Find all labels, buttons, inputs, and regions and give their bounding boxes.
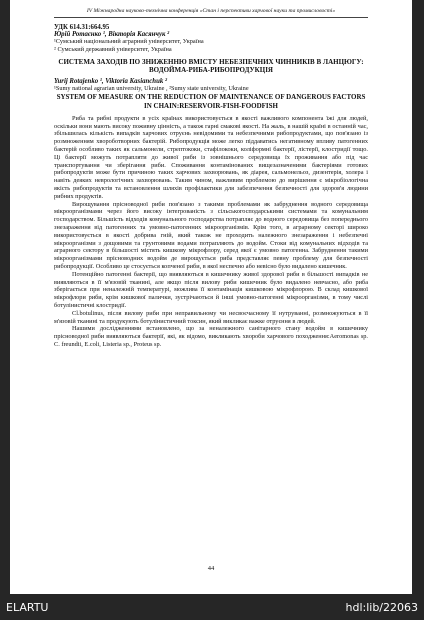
paragraph: Потенційно патогенні бактерії, що виявляються в кишечнику живої здорової риби в більшості випадків не виявляються в її м'язовій тканині, але якщо після вилову риби кишечник було видалено невчасно, або риба зберігається при неналежній температурі, можлива її контамінація кишковою мікрофлорою. В склад кишкової мікрофлори риби, крім кишкової палички, зустрічаються й інші умовно-патогенні мікроорганізми, в тому числі ботулінистичні клостридії. xyxy=(54,270,368,309)
title-ua: СИСТЕМА ЗАХОДІВ ПО ЗНИЖЕННЮ ВМІСТУ НЕБЕЗПЕЧНИХ ЧИННИКІВ В ЛАНЦЮГУ: ВОДОЙМА-РИБА-РИБОПРОДУКЦІЯ xyxy=(58,58,364,75)
authors-ua: Юрій Ротаєнко ¹, Вікторія Касянчук ² xyxy=(54,31,170,38)
body-text xyxy=(54,115,368,349)
affiliation-ua-2: ² Сумський державний університет, Україна xyxy=(54,46,172,53)
footer-handle: hdl:lib/22063 xyxy=(345,600,418,614)
footer-repository-label: ELARTU xyxy=(6,600,49,614)
viewer-footer xyxy=(0,594,424,620)
authors-en: Yurij Rotajenko ¹, Viktoria Kasianchuk ² xyxy=(54,78,167,86)
title-en: SYSTEM OF MEASURE ON THE REDUCTION OF MAINTENANCE OF DANGEROUS FACTORS IN CHAIN:RESERVOIR-FISH-FOODFISH xyxy=(56,93,366,110)
paragraph: Нашими дослідженнями встановлено, що за неналежного санітарного стану водойм в кишечнику прісноводної риби виявляються бактерії, які, як відомо, викликають хвороби харчового походження:Aeromonas sp. C. freundii, E.coli, Listeria sp., Proteus sp. xyxy=(54,325,368,348)
udk-code: УДК 614.31:664.95 xyxy=(54,24,110,31)
paragraph: Риба та рибні продукти в усіх країнах використовується в якості важливого компонента їжі для людей, оскільки вони мають високу поживну цінність, а також гарні смакові якості. На жаль, в нашій країні в останній час, збільшилась кількість випадків харчових отруєнь невідомими та небезпечними рибопродуктами, що пов'язано із розмноженням хвороботворних бактерій. Рибопродукція може легко піддаватись негативному впливу патогенних бактерій особливо таких як сальмонели, стрептококи, стафілококи, коліформні бактерії, лістерії, клостридії тощо. Ці бактерії можуть потрапляти до живої риби із зовнішнього середовища їх проживання або під час транспортування чи зберігання риби. Споживання контамінованих вищезазначеними бактеріями готових рибопродуктів може бути причиною таких харчових захворювань, як діарея, сальмонельоз, дизентерія, холера і навіть деяких неврологічних захворювань. Таким чином, важливим проблемою до вирішення є мікробіологічна якість рибопродуктів та встановлення шляхів профілактики для забезпечення безпечності для здоров'я людини рибних продуктів. xyxy=(54,114,368,200)
affiliation-ua-1: ¹Сумський національний аграрний університет, Україна xyxy=(54,38,204,45)
paper-page xyxy=(10,0,412,594)
page-number: 44 xyxy=(207,565,215,572)
paragraph: Вирощування прісноводної риби пов'язано з такими проблемами як забруднення водного середовища мікроорганізмами через його високу інтегрованість з сільськогосподарськими системами та комунальним господарством. Більшість відходів комунального господарства потрапляє до водного середовища без попереднього знезараження від патогенних та умовно-патогенних мікроорганізмів. Крім того, в аграрному секторі широко використовується в якості добрива гній, який також не проходить належного знезараження і небезпечні мікроорганізми з дощовими та грунтовими водами потрапляють до водойм. Стоки від комунальних відходів та аграрного сектору в більшості містять кишкову мікрофлору, серед якої є умовно патогенна. Забруднення такими мікроорганізмами прісноводних водойм де вирощується риба представляє певну проблему для безпечності рибопродукції. Особливо це стосується копченої риби, в якої неспечно або невісно було видалено кишечник. xyxy=(54,200,368,270)
paragraph: Cl.botulinus, після вилову риби при неправильному чи несвоєчасному її нутруванні, розмножуються в її м'язовій тканині та продукують ботулінистичний токсин, який викликає важке отруєння в людей. xyxy=(54,309,368,325)
affiliation-en: ¹Sumy national agrarian university, Ukraine , ²Sumy state university, Ukraine xyxy=(54,85,249,93)
conference-header: IV Міжнародна науково-технічна конференція «Стан і перспективи харчової науки та промисловості» xyxy=(54,0,368,18)
